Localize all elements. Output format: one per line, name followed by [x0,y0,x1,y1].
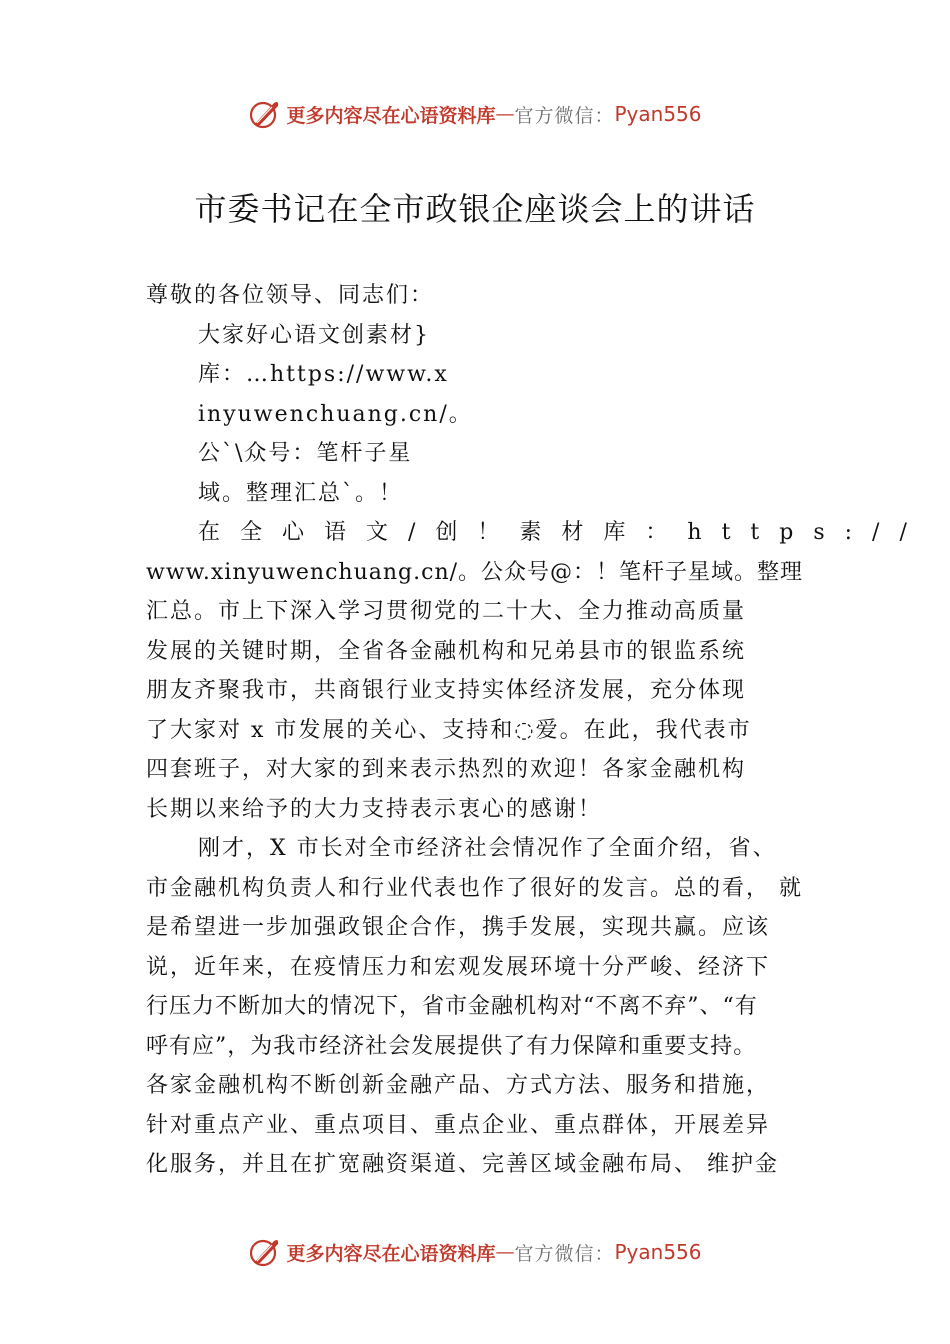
header-watermark-banner [0,94,950,134]
text-line: inyuwenchuang.cn/。 [198,401,473,427]
text-line: 汇总。市上下深入学习贯彻党的二十大、全力推动高质量 [146,599,747,624]
text-line: 行压力不断加大的情况下，省市金融机构对“不离不弃”、“有 [146,994,758,1019]
text-line: 在全心语文/创！素材库：https:// [198,520,927,545]
banner-main-text: 更多内容尽在心语资料库 [286,1242,496,1265]
text-line: 四套班子，对大家的到来表示热烈的欢迎！各家金融机构 [146,757,747,782]
document-body [146,276,927,1185]
text-line: 朋友齐聚我市，共商银行业支持实体经济发展，充分体现 [146,678,747,703]
banner-wechat-label: 官方微信： [514,104,615,127]
text-line: 呼有应”，为我市经济社会发展提供了有力保障和重要支持。 [146,1033,757,1059]
banner-wechat-id: Pyan556 [614,102,702,126]
text-line: 说，近年来，在疫情压力和宏观发展环境十分严峻、经济下 [146,954,771,980]
text-line: 各家金融机构不断创新金融产品、方式方法、服务和措施， [146,1073,771,1098]
banner-dash: — [495,103,515,125]
text-line: 是希望进一步加强政银企合作，携手发展，实现共赢。应该 [146,915,771,940]
footer-watermark-banner [0,1232,950,1272]
quill-pen-logo-icon [248,1235,282,1269]
text-line: 发展的关键时期，全省各金融机构和兄弟县市的银监系统 [146,638,747,664]
text-line: 市金融机构负责人和行业代表也作了很好的发言。总的看， 就 [146,875,803,901]
banner-wechat-id: Pyan556 [614,1240,702,1264]
text-line: 针对重点产业、重点项目、重点企业、重点群体，开展差异 [146,1112,771,1138]
text-line: 化服务，并且在扩宽融资渠道、完善区域金融布局、 维护金 [146,1152,779,1177]
banner-wechat-label: 官方微信： [514,1242,615,1265]
salutation-line: 尊敬的各位领导、同志们： [146,283,435,308]
text-line: 域。整理汇总`。！ [198,480,404,506]
paragraph-start-line: 刚才，X 市长对全市经济社会情况作了全面介绍，省、 [198,836,777,861]
banner-dash: — [495,1241,515,1263]
text-line: 大家好心语文创素材} [198,322,430,348]
document-title: 市委书记在全市政银企座谈会上的讲话 [194,190,756,228]
text-line: 了大家对 x 市发展的关心、支持和◌爱。在此，我代表市 [146,717,752,743]
text-line: 长期以来给予的大力支持表示衷心的感谢！ [146,796,603,822]
text-line: www.xinyuwenchuang.cn/。公众号@：！笔杆子星域。整理 [146,559,804,585]
banner-main-text: 更多内容尽在心语资料库 [286,104,496,127]
text-line: 库：…https://www.x [198,362,449,387]
quill-pen-logo-icon [248,97,282,131]
text-line: 公`\众号：笔杆子星 [198,441,413,466]
